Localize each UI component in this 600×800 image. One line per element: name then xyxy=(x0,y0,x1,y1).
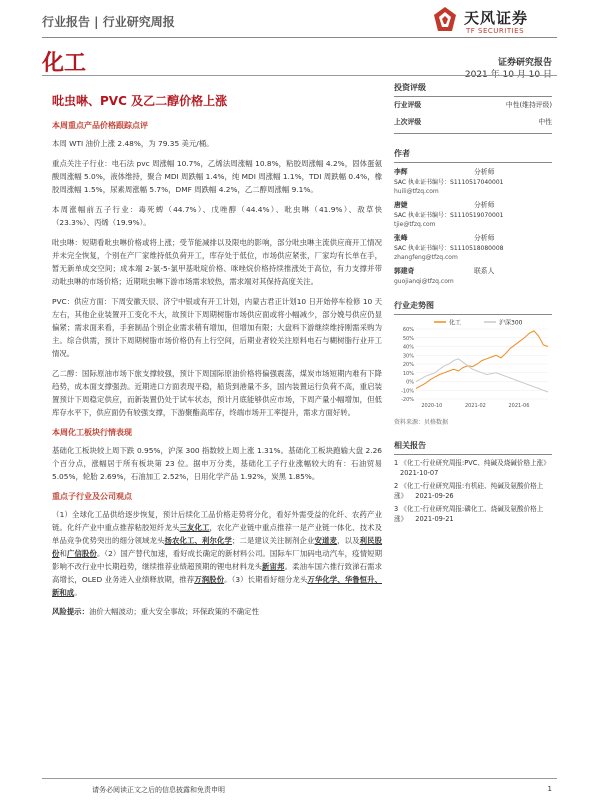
analyst-name: 郭建奇 xyxy=(394,267,415,275)
sector-divider xyxy=(42,75,557,76)
picks-text: 。（2）国产替代加速，看好成长确定的新材料公司。国际车厂加码电动汽车，疫情短期影响不改行业中长期趋势，继续推荐业绩超预期的锂电材料龙头 xyxy=(52,549,382,571)
rating-value: 中性 xyxy=(538,118,552,126)
y-tick-label: 40% xyxy=(402,344,414,351)
risk-label: 风险提示： xyxy=(52,607,89,616)
analyst-role: 分析师 xyxy=(474,168,495,176)
picks-text: （1）全球化工品供给逐步恢复，预计后续化工品价格走势将分化，看好外需受益的化纤、农药产业链。化纤产业中重点推荐粘胶短纤龙头 xyxy=(52,510,382,532)
y-tick-label: 20% xyxy=(402,362,414,368)
industry-trend-chart xyxy=(394,315,552,413)
sector-title: 化工 xyxy=(42,51,87,76)
tracking-para-1: 本周 WTI 油价上涨 2.48%，为 79.35 美元/桶。 xyxy=(52,139,214,148)
rating-heading: 投资评级 xyxy=(394,83,426,92)
rating-bottom-divider xyxy=(394,133,552,134)
header-divider xyxy=(42,37,557,38)
tracking-para-5: PVC：供应方面：下周安徽天辰、济宁中银或有开工计划，内蒙古君正计划10 日开始停车检修 10 天左右，其他企业装置开工变化不大，故预计下周期树脂市场供应面或将小幅减少，部分娩号供应仍显偏紧；需求面来看，手套制品个别企业需求稍有增加，但增加有限；大盘料下游继续维持刚需采购为主。综合供需，预计下周期树脂市场价格仍有上行空间，后期业者较关注原料电石与糊树脂行业开工情况。 xyxy=(52,297,382,358)
x-tick-label: 2021-02 xyxy=(464,403,486,409)
analyst-name: 李辉 xyxy=(394,168,408,176)
analyst-cert: SAC 执业证书编号：S1110517040001 xyxy=(394,179,504,186)
stock-pick: 新宙邦 xyxy=(262,562,285,571)
footer-divider xyxy=(42,778,557,779)
author-heading: 作者 xyxy=(394,149,410,158)
y-tick-label: 60% xyxy=(402,327,414,333)
picks-text: ，农化产业链中重点推荐一是产业链一体化、技术及单品竞争优势突出的细分领域龙头 xyxy=(52,523,382,545)
related-report-number: 3 xyxy=(394,505,401,513)
stock-pick: 三友化工 xyxy=(179,523,210,532)
tf-logo-icon xyxy=(430,5,460,35)
related-report-date: 2021-09-21 xyxy=(415,515,454,523)
risk-note xyxy=(52,605,382,618)
report-category: 行业报告 | 行业研究周报 xyxy=(42,15,175,29)
analyst-list xyxy=(394,167,552,286)
report-title: 吡虫啉、PVC 及乙二醇价格上涨 xyxy=(52,94,228,108)
related-reports xyxy=(394,458,552,524)
trend-heading: 行业走势图 xyxy=(394,301,434,310)
rating-row xyxy=(394,114,552,131)
analyst-email[interactable]: zhangfeng@tfzq.com xyxy=(394,254,458,261)
report-date: 2021 年 10 月 10 日 xyxy=(464,70,552,80)
analyst-line xyxy=(394,266,552,277)
brand-name-en: TF SECURITIES xyxy=(466,27,525,35)
tracking-para-4: 吡虫啉：短期看吡虫啉价格或将上涨；受节能减排以及限电的影响，部分吡虫啉主流供应商开工情况并未完全恢复，个别在产厂家维持低负荷开工，库存处于低位，市场供应紧张，厂家均有长单在手，暂无新单成交空间；成本端 2-氯-5-氯甲基吡啶价格、咪唑烷价格持续推涨处于高位，有力支撑并带动吡虫啉的市场价格；近期吡虫啉下游市场需求较热，需求端对其保持高度关注。 xyxy=(52,238,382,286)
analyst-email[interactable]: huili@tfzq.com xyxy=(394,188,439,195)
stock-pick: 万润股份 xyxy=(194,575,225,584)
brand-logo xyxy=(418,3,578,41)
analyst-line xyxy=(394,233,552,244)
related-report-title[interactable]: 《化工-行业研究周报:有机硅、纯碱及氨酸价格上涨》 xyxy=(394,482,544,500)
footer-disclaimer: 请务必阅读正文之后的信息披露和免责申明 xyxy=(92,786,225,794)
related-report-title[interactable]: 《化工-行业研究周报:PVC、纯碱及烧碱价格上涨》 xyxy=(400,459,550,467)
board-para: 基础化工板块较上周下跌 0.95%，沪深 300 指数较上周上涨 1.31%。基础化工板块跑输大盘 2.26 个百分点，涨幅居于所有板块第 23 位。据申万分类，基础化工子行业涨幅较大的有：石油贸易 5.05%，轮胎 2.69%，石油加工 2.52%，日用化学产品 1.92%，炭黑 1.85%。 xyxy=(52,446,382,481)
picks-para xyxy=(52,508,382,599)
picks-text: 。柔油车国六推行致涕石需求高增长，OLED 业务进入业绩释放期，推荐 xyxy=(52,562,382,584)
analyst-cert: SAC 执业证书编号：S1110519070001 xyxy=(394,212,504,219)
analyst-line xyxy=(394,200,552,211)
stock-pick: 万华化学、华鲁恒升、新和成 xyxy=(52,575,382,597)
rating-table xyxy=(394,97,552,131)
page-number: 1 xyxy=(547,785,552,793)
sidebar xyxy=(394,82,552,524)
series-line xyxy=(416,331,548,389)
rating-row xyxy=(394,97,552,114)
report-type: 证券研究报告 xyxy=(497,58,552,68)
related-report-number: 1 xyxy=(394,459,401,467)
related-divider xyxy=(394,454,552,455)
related-heading: 相关报告 xyxy=(394,441,426,450)
tracking-para-6: 乙二醇：国际原油市场下旅支撑较强，预计下周国际原油价格将偏强震荡，煤炭市场短期内难有下降趋势，成本面支撑强劲。近期进口方面表现平稳，船货到港量不多，国内装置运行负荷不高，重启装置预计下周稳定供应，而新装置仍处于试车状态，预计月底能够供应市场，下周产量小幅增加，但低库存水平下，供应面仍有较强支撑，下游聚酯高库存，终端市场开工率提升，需求方面好转。 xyxy=(52,369,382,417)
main-column xyxy=(52,120,382,618)
picks-text: ，以及 xyxy=(337,536,360,545)
y-tick-label: 50% xyxy=(402,335,414,342)
chart-source: 资料来源：贝格数据 xyxy=(394,419,449,426)
author-divider xyxy=(394,162,552,163)
tracking-para-2: 重点关注子行业：电石法 pvc 周涨幅 10.7%，乙烯法周涨幅 10.8%，粘胶周涨幅 4.2%，固体蛋氨酸周涨幅 5.0%，液体维持，聚合 MDI 周跌幅 1.4%，纯 MDI 周涨幅 1.1%，TDI 周跌幅 0.4%，橡胶周涨幅 1.5%，尿素周涨幅 5.7%，DMF 周跌幅 4.2%，乙二醇周涨幅 9.1%。 xyxy=(52,159,382,194)
stock-pick: 广信股份 xyxy=(66,549,97,558)
related-report-number: 2 xyxy=(394,482,401,490)
related-report-date: 2021-09-26 xyxy=(415,492,454,500)
legend-label: 沪深300 xyxy=(499,319,523,327)
analyst-role: 分析师 xyxy=(474,234,495,242)
picks-text: 。 xyxy=(74,588,82,597)
y-tick-label: -20% xyxy=(401,397,414,403)
tracking-para-3: 本周涨幅前五子行业：毒死蜱（44.7%）、戊唑醇（44.4%）、吡虫啉（41.9%）、敌草快（23.3%）、丙烯（19.9%）。 xyxy=(52,205,382,227)
stock-pick: 扬农化工、利尔化学 xyxy=(164,536,233,545)
analyst-role: 分析师 xyxy=(474,201,495,209)
analyst-name: 张峰 xyxy=(394,234,408,242)
brand-name: 天风证券 xyxy=(464,9,529,27)
y-tick-label: 10% xyxy=(402,370,414,377)
related-report-item[interactable] xyxy=(394,481,552,501)
legend-label: 化工 xyxy=(449,319,462,327)
x-tick-label: 2021-06 xyxy=(508,403,530,409)
section-heading-picks: 重点子行业及公司观点 xyxy=(52,492,132,501)
analyst-email[interactable]: tjie@tfzq.com xyxy=(394,221,436,228)
risk-text: 油价大幅波动；重大安全事故；环保政策的不确定性 xyxy=(88,607,259,616)
stock-pick: 安道麦 xyxy=(314,536,338,545)
y-tick-label: 0% xyxy=(406,379,414,386)
analyst-name: 唐婕 xyxy=(394,201,408,209)
analyst-cert: SAC 执业证书编号：S1110518080008 xyxy=(394,245,504,252)
analyst-card xyxy=(394,167,552,196)
rating-key: 上次评级 xyxy=(394,118,422,126)
analyst-card xyxy=(394,266,552,286)
y-tick-label: -10% xyxy=(401,388,414,395)
picks-text: 和 xyxy=(59,549,67,558)
related-report-date: 2021-10-07 xyxy=(400,469,439,477)
analyst-card xyxy=(394,233,552,262)
related-report-item[interactable] xyxy=(394,458,552,478)
rating-value: 中性(维持评级) xyxy=(505,101,552,109)
analyst-role: 联系人 xyxy=(474,267,495,275)
section-heading-board: 本周化工板块行情表现 xyxy=(52,428,132,437)
y-tick-label: 30% xyxy=(402,353,414,360)
picks-text: 。（3）长期看好细分龙头 xyxy=(224,575,308,584)
x-tick-label: 2020-10 xyxy=(421,403,443,409)
rating-key: 行业评级 xyxy=(394,101,422,109)
stock-pick: 利民股份 xyxy=(52,536,382,558)
analyst-email[interactable]: guojianqi@tfzq.com xyxy=(394,278,454,285)
picks-text: ；二是建议关注制剂企业 xyxy=(232,536,315,545)
related-report-item[interactable] xyxy=(394,504,552,524)
section-heading-tracking: 本周重点产品价格跟踪点评 xyxy=(52,121,148,130)
related-report-title[interactable]: 《化工-行业研究周报:磷化工、烧碱及氨酸价格上涨》 xyxy=(394,505,544,523)
analyst-line xyxy=(394,167,552,178)
analyst-card xyxy=(394,200,552,229)
